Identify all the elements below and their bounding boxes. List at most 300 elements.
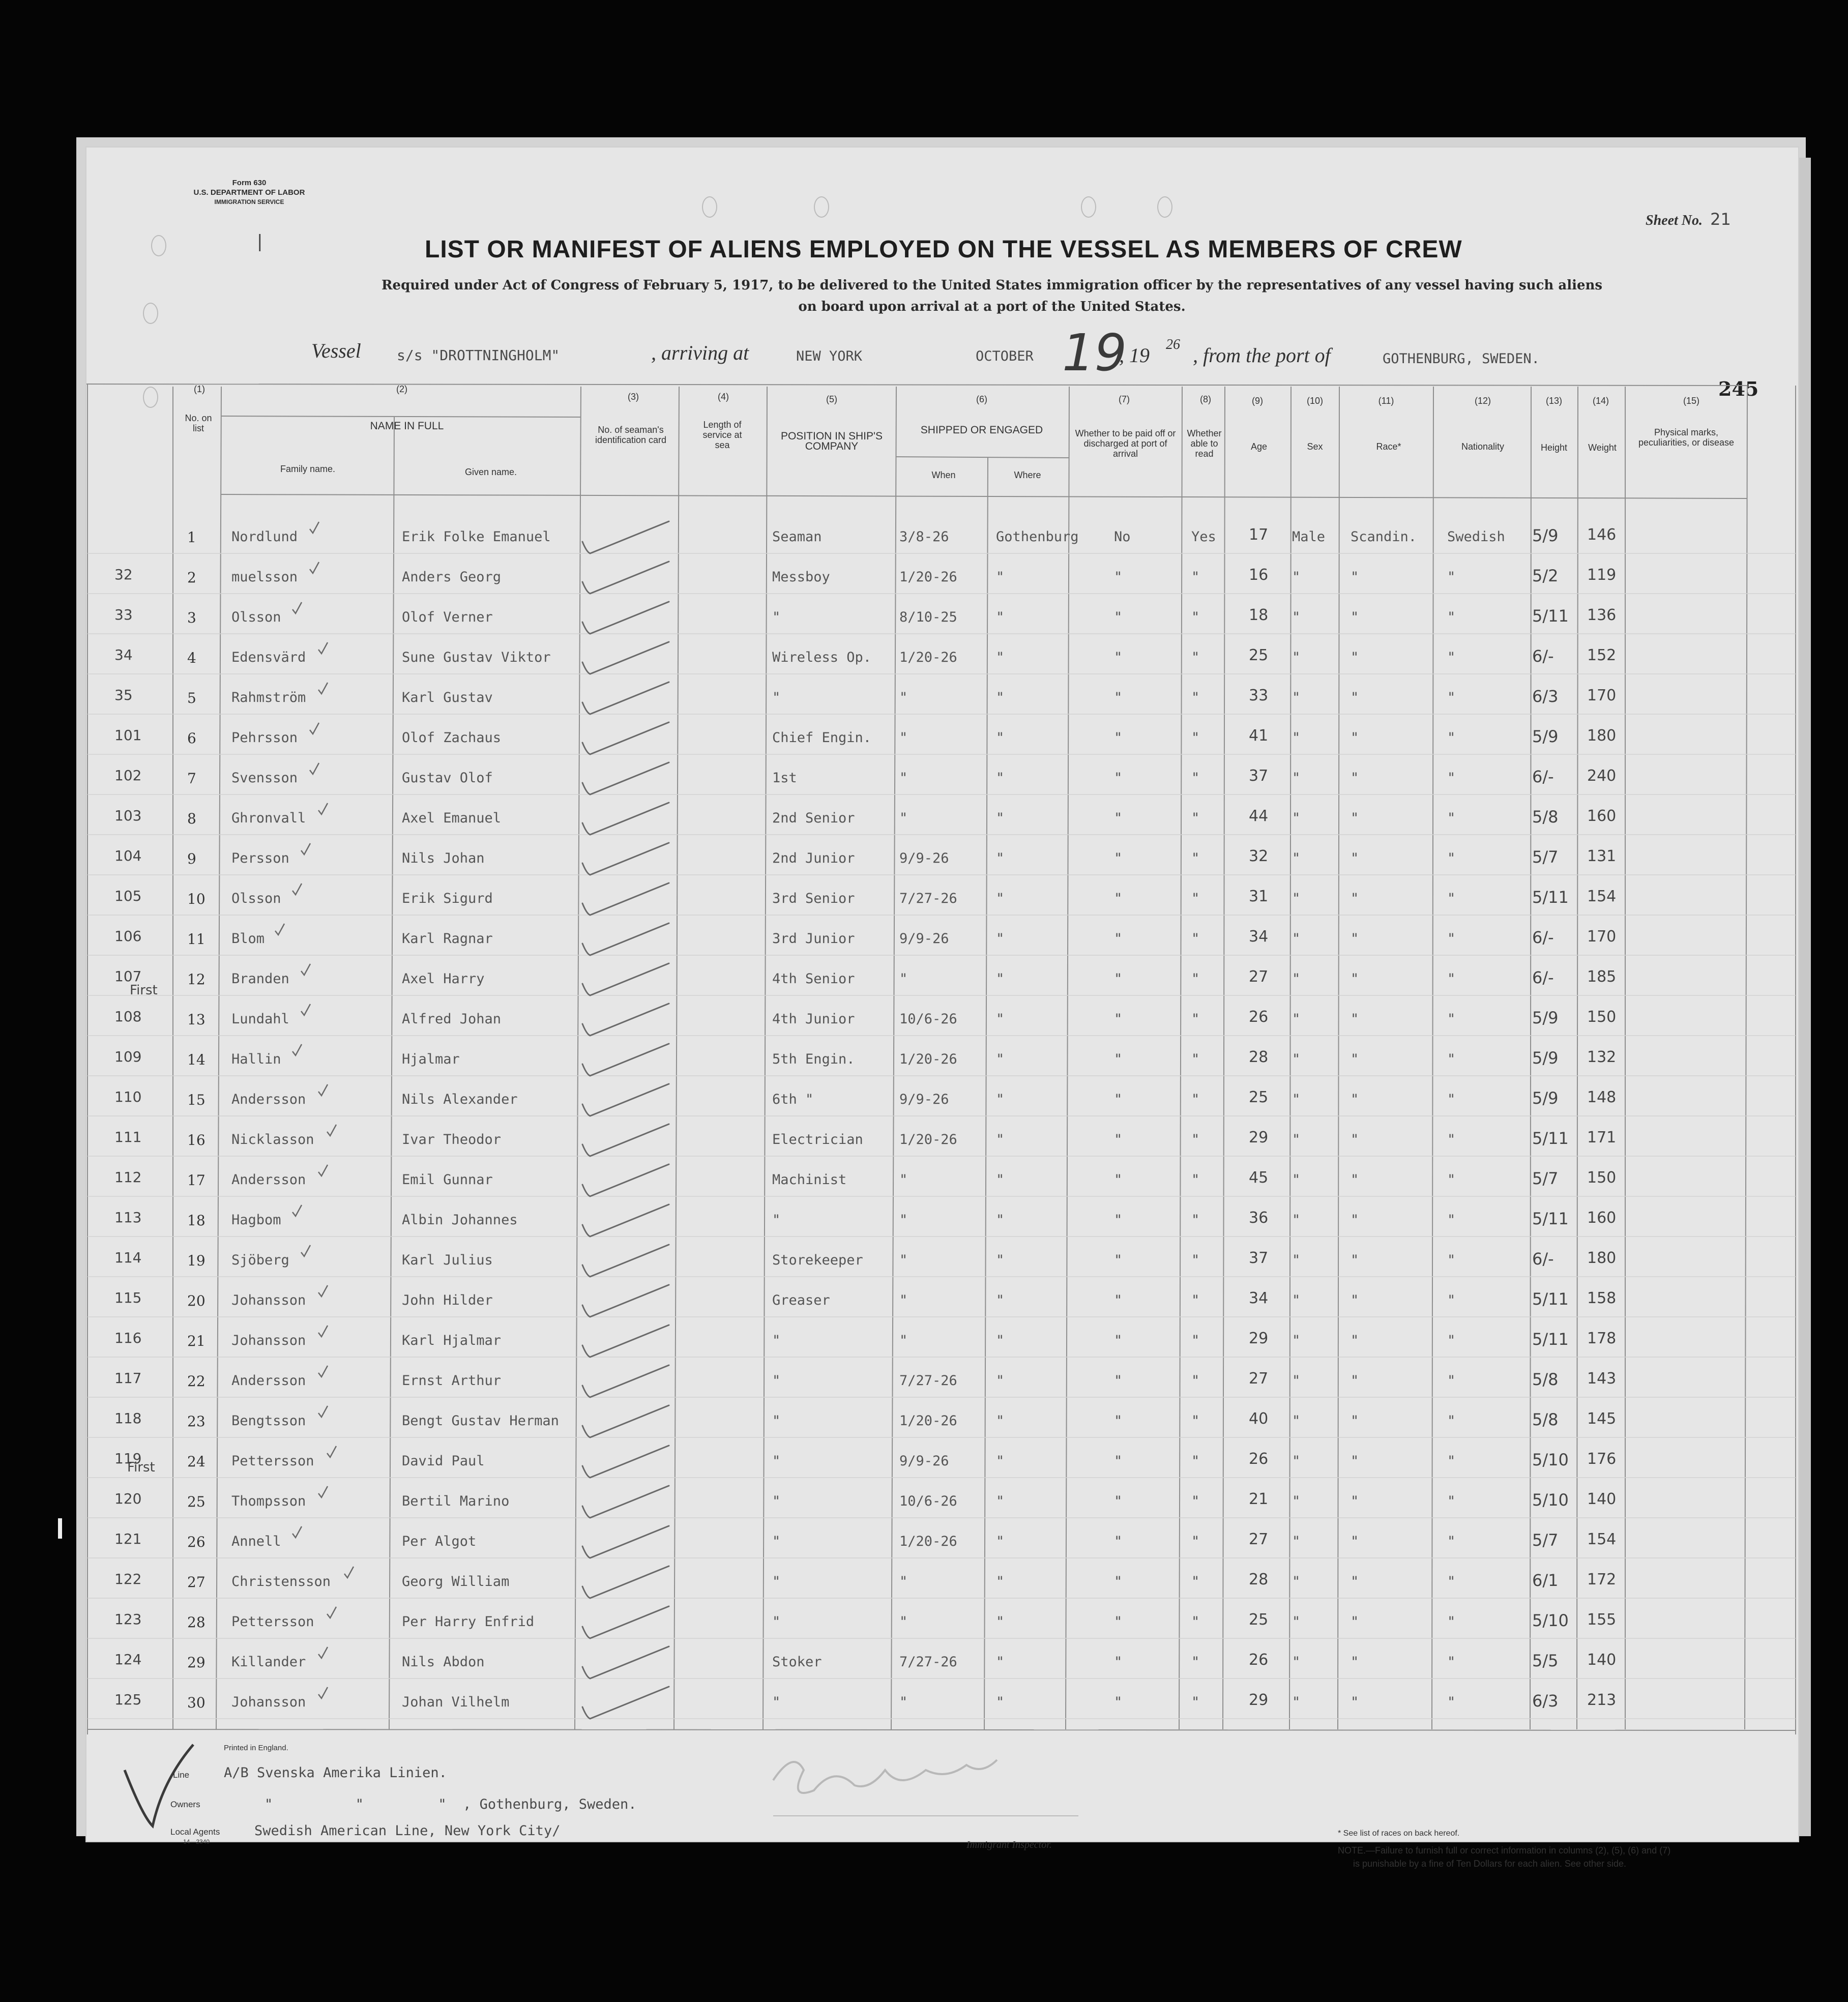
row-where: " — [996, 1011, 1005, 1027]
row-age: 41 — [1249, 727, 1269, 745]
row-where: " — [996, 1092, 1005, 1107]
col7-header: Whether to be paid off or discharged at port of arrival — [1075, 428, 1176, 459]
row-paid-off: " — [1114, 850, 1123, 866]
row-given-name: Karl Julius — [402, 1252, 493, 1268]
row-weight: 176 — [1587, 1450, 1617, 1468]
check-icon — [582, 642, 669, 674]
col15-num: (15) — [1683, 396, 1699, 406]
row-paid-off: " — [1114, 650, 1123, 665]
col9-num: (9) — [1252, 396, 1263, 406]
row-position: Storekeeper — [772, 1252, 863, 1268]
row-able-to-read: " — [1191, 1534, 1200, 1549]
row-list-number: 21 — [187, 1333, 206, 1349]
row-paid-off: " — [1114, 1051, 1123, 1067]
check-icon — [582, 1365, 669, 1397]
row-ref-number: 32 — [114, 566, 133, 583]
row-where: " — [996, 1373, 1005, 1389]
col14-num: (14) — [1592, 396, 1609, 406]
row-race: " — [1351, 891, 1359, 906]
row-list-number: 13 — [187, 1011, 206, 1028]
row-nationality: " — [1447, 1534, 1456, 1549]
row-position: " — [772, 609, 781, 625]
check-icon — [582, 803, 669, 835]
subtitle-line-1: Required under Act of Congress of February 5, 1917, to be delivered to the United States immigration officer by the representatives of any vessel having such aliens — [381, 278, 1603, 293]
row-where: " — [996, 1172, 1005, 1188]
row-where: " — [996, 810, 1005, 826]
check-icon — [582, 963, 669, 995]
row-height: 6/1 — [1532, 1571, 1559, 1590]
row-position: 3rd Senior — [772, 891, 855, 906]
col4-header: Length of service at sea — [702, 420, 742, 450]
row-list-number: 8 — [187, 810, 196, 827]
row-able-to-read: " — [1191, 1051, 1200, 1067]
row-list-number: 1 — [187, 529, 196, 546]
row-where: " — [996, 1534, 1005, 1549]
row-given-name: Bertil Marino — [402, 1493, 510, 1509]
row-when: 7/27-26 — [899, 1373, 957, 1389]
row-where: " — [996, 1694, 1005, 1710]
row-height: 5/9 — [1532, 1048, 1559, 1068]
tick-icon — [318, 1285, 328, 1297]
vessel-label: Vessel — [311, 339, 361, 362]
check-icon — [582, 1084, 669, 1116]
check-icon — [582, 521, 669, 553]
row-family-name: Hagbom — [231, 1212, 281, 1228]
row-nationality: " — [1447, 891, 1456, 906]
row-race: " — [1351, 1252, 1359, 1268]
row-family-name: Nicklasson — [231, 1132, 314, 1147]
row-ref-number: 104 — [114, 847, 142, 864]
row-able-to-read: " — [1191, 1373, 1200, 1389]
row-given-name: Bengt Gustav Herman — [402, 1413, 559, 1429]
row-ref-number: 118 — [114, 1410, 142, 1427]
row-ref-number: 108 — [114, 1008, 142, 1025]
row-paid-off: " — [1114, 1413, 1123, 1429]
row-family-name: Thompsson — [231, 1493, 306, 1509]
row-race: " — [1351, 690, 1359, 705]
row-age: 29 — [1249, 1330, 1269, 1347]
col2-num: (2) — [396, 384, 407, 394]
row-height: 6/3 — [1532, 687, 1559, 706]
row-family-name: Pehrsson — [231, 730, 298, 746]
row-paid-off: " — [1114, 569, 1123, 585]
col6a-header: When — [931, 470, 956, 480]
row-sex: " — [1292, 1092, 1301, 1107]
tick-icon — [318, 1647, 328, 1658]
row-position: " — [772, 1453, 781, 1469]
row-age: 27 — [1249, 1530, 1269, 1548]
row-position: Messboy — [772, 569, 830, 585]
row-given-name: Alfred Johan — [402, 1011, 502, 1027]
row-position: Electrician — [772, 1132, 863, 1147]
row-weight: 131 — [1587, 847, 1617, 865]
col6b-header: Where — [1014, 470, 1041, 480]
row-height: 5/10 — [1532, 1450, 1569, 1469]
row-where: " — [996, 1292, 1005, 1308]
row-able-to-read: " — [1191, 1413, 1200, 1429]
col10-header: Sex — [1307, 441, 1323, 452]
tick-icon — [318, 1165, 328, 1176]
check-icon — [582, 1124, 669, 1156]
tick-icon — [292, 1205, 302, 1216]
row-able-to-read: " — [1191, 1614, 1200, 1630]
col5-header: POSITION IN SHIP'S COMPANY — [780, 430, 883, 452]
row-age: 18 — [1249, 606, 1269, 624]
row-age: 29 — [1249, 1691, 1269, 1709]
row-age: 32 — [1249, 847, 1269, 865]
row-age: 44 — [1249, 807, 1269, 825]
check-icon — [582, 562, 669, 594]
row-given-name: Nils Alexander — [402, 1092, 518, 1107]
row-when: " — [899, 690, 908, 705]
row-able-to-read: " — [1191, 609, 1200, 625]
row-given-name: Albin Johannes — [402, 1212, 518, 1228]
row-ref-number: 105 — [114, 888, 142, 904]
row-list-number: 23 — [187, 1413, 206, 1430]
row-paid-off: " — [1114, 1534, 1123, 1549]
tick-icon — [318, 1406, 328, 1417]
row-race: " — [1351, 850, 1359, 866]
row-paid-off: " — [1114, 770, 1123, 786]
row-nationality: " — [1447, 1654, 1456, 1670]
row-where: " — [996, 770, 1005, 786]
row-sex: " — [1292, 730, 1301, 746]
row-sex: " — [1292, 1694, 1301, 1710]
row-ref-number: 114 — [114, 1249, 142, 1266]
row-position: 4th Junior — [772, 1011, 855, 1027]
check-icon — [582, 1566, 669, 1598]
row-given-name: Georg William — [402, 1574, 510, 1589]
row-family-name: Christensson — [231, 1574, 331, 1589]
col1-num: (1) — [194, 384, 205, 394]
tick-icon — [318, 803, 328, 814]
row-given-name: Ivar Theodor — [402, 1132, 502, 1147]
col11-header: Race* — [1376, 441, 1401, 452]
inspector-label: Immigrant Inspector. — [966, 1839, 1052, 1850]
row-age: 26 — [1249, 1651, 1269, 1669]
row-race: " — [1351, 730, 1359, 746]
owners-value: " " " , Gothenburg, Sweden. — [265, 1797, 637, 1812]
row-position: " — [772, 690, 781, 705]
row-position: " — [772, 1493, 781, 1509]
row-nationality: " — [1447, 931, 1456, 947]
row-sex: " — [1292, 609, 1301, 625]
row-where: " — [996, 1252, 1005, 1268]
row-height: 5/10 — [1532, 1611, 1569, 1630]
col14-header: Weight — [1588, 443, 1617, 453]
row-position: Wireless Op. — [772, 650, 872, 665]
row-given-name: Per Algot — [402, 1534, 477, 1549]
row-sex: " — [1292, 1212, 1301, 1228]
row-ref-number: 107 — [114, 968, 142, 985]
row-paid-off: " — [1114, 1373, 1123, 1389]
row-sex: " — [1292, 1132, 1301, 1147]
check-icon — [582, 1606, 669, 1638]
row-weight: 140 — [1587, 1490, 1617, 1508]
row-list-number: 26 — [187, 1534, 206, 1550]
agents-label: Local Agents — [170, 1827, 220, 1837]
row-position: 1st — [772, 770, 797, 786]
sheet-label: Sheet No. — [1646, 213, 1703, 228]
row-sex: " — [1292, 1574, 1301, 1589]
row-weight: 171 — [1587, 1129, 1617, 1146]
row-weight: 160 — [1587, 807, 1617, 825]
row-weight: 150 — [1587, 1169, 1617, 1187]
row-ref-number: 117 — [114, 1370, 142, 1387]
check-icon — [582, 1204, 669, 1236]
row-family-name: Sjöberg — [231, 1252, 289, 1268]
row-nationality: " — [1447, 730, 1456, 746]
row-sex: " — [1292, 1413, 1301, 1429]
row-race: " — [1351, 1413, 1359, 1429]
row-ref-number: 102 — [114, 767, 142, 784]
row-race: " — [1351, 1453, 1359, 1469]
tick-icon — [310, 723, 319, 734]
row-given-name: Emil Gunnar — [402, 1172, 493, 1188]
check-icon — [582, 1325, 669, 1357]
row-when: " — [899, 971, 908, 987]
row-ref-number: 34 — [114, 646, 133, 663]
note-line-2: is punishable by a fine of Ten Dollars for each alien. See other side. — [1353, 1859, 1626, 1869]
row-age: 26 — [1249, 1450, 1269, 1468]
row-paid-off: " — [1114, 730, 1123, 746]
row-family-name: Persson — [231, 850, 289, 866]
first-mark: First — [130, 983, 158, 998]
row-family-name: Andersson — [231, 1373, 306, 1389]
page-title: LIST OR MANIFEST OF ALIENS EMPLOYED ON THE VESSEL AS MEMBERS OF CREW — [425, 236, 1462, 263]
row-list-number: 7 — [187, 770, 196, 787]
row-list-number: 27 — [187, 1574, 206, 1591]
row-nationality: " — [1447, 1453, 1456, 1469]
row-where: " — [996, 931, 1005, 947]
row-given-name: Nils Johan — [402, 850, 485, 866]
tick-icon — [318, 1687, 328, 1698]
row-age: 25 — [1249, 1088, 1269, 1106]
row-height: 5/7 — [1532, 1530, 1559, 1550]
row-able-to-read: " — [1191, 1172, 1200, 1188]
row-list-number: 22 — [187, 1373, 206, 1390]
row-where: Gothenburg — [996, 529, 1079, 545]
row-when: 10/6-26 — [899, 1011, 957, 1027]
tick-icon — [318, 1486, 328, 1497]
row-list-number: 25 — [187, 1493, 206, 1510]
row-paid-off: " — [1114, 1132, 1123, 1147]
row-list-number: 29 — [187, 1654, 206, 1671]
row-ref-number: 106 — [114, 928, 142, 945]
row-position: " — [772, 1694, 781, 1710]
row-paid-off: " — [1114, 1614, 1123, 1630]
row-weight: 148 — [1587, 1088, 1617, 1106]
row-given-name: Gustav Olof — [402, 770, 493, 786]
row-age: 34 — [1249, 1289, 1269, 1307]
row-ref-number: 120 — [114, 1490, 142, 1507]
row-ref-number: 115 — [114, 1289, 142, 1306]
row-able-to-read: " — [1191, 1292, 1200, 1308]
row-where: " — [996, 1413, 1005, 1429]
year-prefix: , 19 — [1119, 344, 1150, 367]
row-race: " — [1351, 1534, 1359, 1549]
row-ref-number: 123 — [114, 1611, 142, 1628]
row-age: 37 — [1249, 1249, 1269, 1267]
check-icon — [582, 682, 669, 714]
row-race: " — [1351, 609, 1359, 625]
row-ref-number: 113 — [114, 1209, 142, 1226]
row-weight: 145 — [1587, 1410, 1617, 1428]
row-list-number: 18 — [187, 1212, 206, 1229]
row-nationality: " — [1447, 1413, 1456, 1429]
corner-mark: | — [257, 231, 263, 252]
row-paid-off: " — [1114, 1333, 1123, 1348]
row-nationality: " — [1447, 1051, 1456, 1067]
row-height: 5/11 — [1532, 1289, 1569, 1309]
row-age: 25 — [1249, 1611, 1269, 1629]
row-ref-number: 109 — [114, 1048, 142, 1065]
tick-icon — [318, 1326, 328, 1337]
row-sex: " — [1292, 810, 1301, 826]
row-paid-off: " — [1114, 1493, 1123, 1509]
row-list-number: 15 — [187, 1092, 206, 1108]
check-icon — [582, 1164, 669, 1196]
row-position: 2nd Junior — [772, 850, 855, 866]
row-height: 5/9 — [1532, 1008, 1559, 1027]
row-where: " — [996, 1654, 1005, 1670]
first-mark: First — [127, 1460, 155, 1475]
tick-icon — [310, 562, 319, 573]
check-icon — [582, 722, 669, 754]
row-nationality: " — [1447, 1333, 1456, 1348]
row-age: 33 — [1249, 687, 1269, 704]
col6-num: (6) — [976, 394, 987, 404]
row-sex: " — [1292, 1614, 1301, 1630]
col5-num: (5) — [826, 394, 837, 404]
tick-icon — [292, 1526, 302, 1538]
row-when: " — [899, 1212, 908, 1228]
row-able-to-read: " — [1191, 1011, 1200, 1027]
row-given-name: Sune Gustav Viktor — [402, 650, 551, 665]
col8-num: (8) — [1200, 394, 1211, 404]
row-nationality: " — [1447, 1172, 1456, 1188]
row-age: 27 — [1249, 968, 1269, 986]
row-ref-number: 101 — [114, 727, 142, 744]
row-age: 40 — [1249, 1410, 1269, 1428]
row-list-number: 28 — [187, 1614, 206, 1631]
row-list-number: 14 — [187, 1051, 206, 1068]
row-nationality: " — [1447, 1574, 1456, 1589]
row-height: 5/11 — [1532, 606, 1569, 626]
row-when: 8/10-25 — [899, 609, 957, 625]
row-weight: 154 — [1587, 1530, 1617, 1548]
row-given-name: Per Harry Enfrid — [402, 1614, 535, 1630]
arrival-port: NEW YORK — [796, 348, 863, 364]
row-able-to-read: " — [1191, 569, 1200, 585]
row-position: Greaser — [772, 1292, 830, 1308]
col12-header: Nationality — [1461, 441, 1505, 452]
row-given-name: Axel Harry — [402, 971, 485, 987]
row-able-to-read: " — [1191, 1132, 1200, 1147]
row-given-name: Erik Sigurd — [402, 891, 493, 906]
row-position: 3rd Junior — [772, 931, 855, 947]
row-where: " — [996, 1453, 1005, 1469]
row-when: " — [899, 1694, 908, 1710]
arrival-day: 19 — [1062, 323, 1127, 382]
row-weight: 172 — [1587, 1571, 1617, 1588]
row-position: Chief Engin. — [772, 730, 872, 746]
row-race: " — [1351, 1373, 1359, 1389]
row-sex: " — [1292, 770, 1301, 786]
row-paid-off: " — [1114, 1574, 1123, 1589]
row-race: " — [1351, 1172, 1359, 1188]
row-where: " — [996, 891, 1005, 906]
row-family-name: Johansson — [231, 1333, 306, 1348]
tick-icon — [318, 683, 328, 694]
row-height: 6/- — [1532, 968, 1554, 987]
row-given-name: Hjalmar — [402, 1051, 460, 1067]
row-nationality: " — [1447, 690, 1456, 705]
row-race: " — [1351, 1493, 1359, 1509]
row-race: " — [1351, 770, 1359, 786]
row-given-name: Johan Vilhelm — [402, 1694, 510, 1710]
row-able-to-read: " — [1191, 650, 1200, 665]
stamp-number: 245 — [1718, 377, 1759, 400]
row-nationality: " — [1447, 1373, 1456, 1389]
row-list-number: 16 — [187, 1132, 206, 1149]
col15-header: Physical marks, peculiarities, or disease — [1638, 427, 1735, 448]
row-list-number: 11 — [187, 931, 206, 948]
row-paid-off: " — [1114, 1654, 1123, 1670]
row-age: 31 — [1249, 888, 1269, 905]
row-sex: " — [1292, 650, 1301, 665]
row-given-name: Karl Gustav — [402, 690, 493, 705]
row-nationality: " — [1447, 1132, 1456, 1147]
col4-num: (4) — [718, 392, 729, 402]
row-weight: 158 — [1587, 1289, 1617, 1307]
row-family-name: Lundahl — [231, 1011, 289, 1027]
tick-icon — [327, 1125, 336, 1136]
row-paid-off: " — [1114, 1011, 1123, 1027]
row-weight: 170 — [1587, 687, 1617, 704]
row-when: " — [899, 1292, 908, 1308]
row-paid-off: " — [1114, 609, 1123, 625]
row-sex: " — [1292, 891, 1301, 906]
row-age: 16 — [1249, 566, 1269, 584]
row-able-to-read: " — [1191, 1453, 1200, 1469]
row-nationality: " — [1447, 850, 1456, 866]
row-given-name: Anders Georg — [402, 569, 502, 585]
row-age: 28 — [1249, 1048, 1269, 1066]
row-nationality: " — [1447, 569, 1456, 585]
row-sex: " — [1292, 850, 1301, 866]
tick-icon — [310, 522, 319, 533]
row-list-number: 4 — [187, 650, 196, 666]
tick-icon — [344, 1567, 354, 1578]
row-family-name: Andersson — [231, 1092, 306, 1107]
row-nationality: " — [1447, 810, 1456, 826]
row-position: 6th " — [772, 1092, 814, 1107]
row-able-to-read: " — [1191, 810, 1200, 826]
row-list-number: 30 — [187, 1694, 206, 1711]
row-family-name: Olsson — [231, 891, 281, 906]
row-age: 37 — [1249, 767, 1269, 785]
row-able-to-read: " — [1191, 891, 1200, 906]
row-height: 5/8 — [1532, 1370, 1559, 1389]
row-family-name: Killander — [231, 1654, 306, 1670]
row-family-name: Olsson — [231, 609, 281, 625]
row-when: 7/27-26 — [899, 1654, 957, 1670]
row-when: 9/9-26 — [899, 931, 949, 947]
row-race: " — [1351, 1694, 1359, 1710]
row-where: " — [996, 1051, 1005, 1067]
check-icon — [582, 762, 669, 794]
